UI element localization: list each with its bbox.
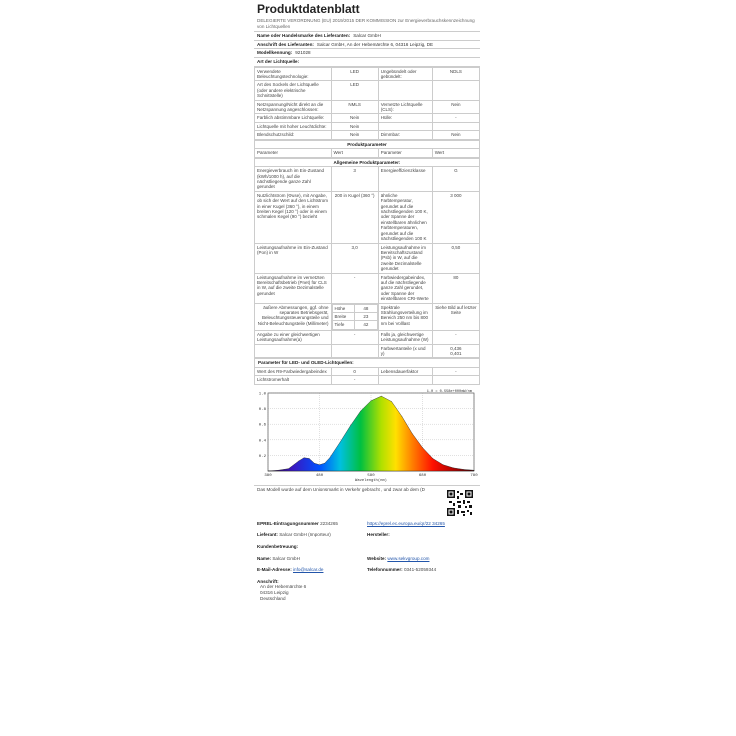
spectrum-point xyxy=(474,470,475,471)
type-label: Netzspannung/Nicht direkt an die Netzspannung angeschlossen: xyxy=(255,100,332,114)
more-value xyxy=(331,344,378,358)
spectrum-point xyxy=(402,416,403,417)
general-table xyxy=(254,166,480,358)
led-row xyxy=(255,376,480,384)
y-tick-label: 1.0 xyxy=(258,392,266,397)
more-label: Angabe zu einer gleichwertigen Leistungsaufnahme(a) xyxy=(255,330,332,344)
market-note: Das Modell wurde auf dem Unionsmarkt in Verkehr gebracht , und zwar ab dem (D xyxy=(257,486,426,492)
x-tick-label: 580 xyxy=(367,473,375,478)
page-title: Produktdatenblatt xyxy=(257,2,360,16)
more-value: - xyxy=(432,330,479,344)
spectrum-point xyxy=(371,400,372,401)
y-tick-label: 0.8 xyxy=(258,407,266,412)
led-label: Wert des R9-Farbwiedergabeindex xyxy=(255,368,332,376)
address-block xyxy=(254,578,480,602)
dimension-value: 48 xyxy=(355,304,378,312)
type-label: Vernetzte Lichtquelle (CLS): xyxy=(378,100,432,114)
type-value xyxy=(432,81,479,100)
led-value: - xyxy=(331,376,378,384)
general-label: Energieeffizienzklasse xyxy=(378,167,432,192)
address-line-1: An der Hebemärchte 6 xyxy=(260,584,307,590)
type-row xyxy=(255,81,480,100)
type-label: Art des Sockels der Lichtquelle (oder andere elektrische Schnittstelle) xyxy=(255,81,332,100)
spectrum-chart-svg xyxy=(254,387,480,483)
params-header-table xyxy=(254,148,480,157)
supplier-row xyxy=(254,531,480,539)
dimension-row xyxy=(332,312,377,320)
led-label xyxy=(378,376,432,384)
address-line-2: 04316 Leipzig xyxy=(260,589,289,595)
regulation-text: DELEGIERTE VERORDNUNG (EU) 2019/2015 DER KOMMISSION zur Energieverbrauchskennzeichnung von Lichtquellen xyxy=(257,18,475,29)
spectrum-chart xyxy=(254,387,480,483)
dimensions-table xyxy=(332,304,378,330)
col-param-header: Parameter xyxy=(255,149,332,157)
address-label: Anschrift: xyxy=(257,578,279,584)
dimension-label: Höhe xyxy=(332,304,355,312)
x-tick-label: 380 xyxy=(264,473,272,478)
params-title: Produktparameter xyxy=(254,140,480,149)
type-label xyxy=(378,81,432,100)
type-label: Farblich abstimmbare Lichtquelle: xyxy=(255,114,332,122)
general-title: Allgemeine Produktparameter: xyxy=(254,158,480,167)
general-value: 200 in Kugel (360 °) xyxy=(331,191,378,243)
more-row xyxy=(255,330,480,344)
general-label: Farbwiedergabeindex, auf die nächstliegende ganze Zahl gerundet, oder Spanne der einstellbaren CRI-Werte xyxy=(378,273,432,303)
general-value: 3 000 xyxy=(432,191,479,243)
customer-service-row xyxy=(254,543,480,551)
supplier-brand-row xyxy=(254,31,480,40)
contact-email-row xyxy=(254,566,480,574)
customer-label: Kundenbetreuung: xyxy=(257,544,299,549)
general-row xyxy=(255,243,480,273)
dimension-label: Tiefe xyxy=(332,321,355,329)
general-label: Leistungsaufnahme im Bereitschaftszustand (Psb) in W, auf die zweite Dezimalstelle gerundet xyxy=(378,243,432,273)
col-value-header: Wert xyxy=(331,149,378,157)
y-tick-label: 0.6 xyxy=(258,423,266,428)
address-line-3: Deutschland xyxy=(260,595,286,601)
spectrum-point xyxy=(463,469,464,470)
supplier-brand-label: Name oder Handelsmarke des Lieferanten: xyxy=(257,33,351,39)
name-label: Name: xyxy=(257,555,272,561)
spectrum-point xyxy=(360,411,361,412)
led-table xyxy=(254,367,480,385)
type-value: Nein xyxy=(331,114,378,122)
type-value: Nein xyxy=(432,131,479,139)
qr-code-icon xyxy=(446,489,474,517)
phone-value: 0341-52059344 xyxy=(403,567,437,573)
spectrum-point xyxy=(433,458,434,459)
dimension-label: Breite xyxy=(332,312,355,320)
led-value: 0 xyxy=(331,368,378,376)
spectrum-point xyxy=(443,464,444,465)
spectrum-point xyxy=(330,457,331,458)
general-value: 3,0 xyxy=(331,243,378,273)
manufacturer-label: Hersteller: xyxy=(367,532,390,538)
product-data-sheet xyxy=(254,0,480,736)
eprel-link[interactable]: https://eprel.ec.europa.eu/qr/22 34265 xyxy=(367,520,445,526)
dimensions-row xyxy=(255,303,480,330)
dimensions-label: äußere Abmessungen, ggf. ohne separates Betriebsgerät, Beleuchtungssteuerungsteile und Nicht-Beleuchtungsteile (Millimeter) xyxy=(255,303,332,330)
more-value: - xyxy=(331,330,378,344)
type-heading xyxy=(254,57,480,67)
general-value: G xyxy=(432,167,479,192)
spectrum-point xyxy=(268,471,269,472)
general-row xyxy=(255,191,480,243)
x-tick-label: 680 xyxy=(418,473,427,478)
supplier-label: Lieferant: xyxy=(257,532,278,538)
supplier-brand-value: Salcar GmbH xyxy=(353,33,381,39)
model-value: 921028 xyxy=(295,50,311,56)
spectrum-point xyxy=(299,460,300,461)
spectrum-point xyxy=(278,470,279,471)
type-label: Ungebündelt oder gebündelt: xyxy=(378,67,432,81)
spectrum-point xyxy=(309,458,310,459)
website-label: Website: xyxy=(367,555,387,561)
general-value: 3 xyxy=(331,167,378,192)
type-label: Hülle: xyxy=(378,114,432,122)
x-axis-label: Wavelength(nm) xyxy=(355,478,387,483)
contact-name-row xyxy=(254,555,480,563)
type-row xyxy=(255,67,480,81)
type-label: Art der Lichtquelle: xyxy=(257,58,300,64)
type-row xyxy=(255,122,480,130)
name-value: Salcar GmbH xyxy=(272,555,300,561)
type-label: Blendschutzschild: xyxy=(255,131,332,139)
general-row xyxy=(255,273,480,303)
x-tick-label: 780 xyxy=(470,473,478,478)
led-label: Lichtstromerhalt xyxy=(255,376,332,384)
general-row xyxy=(255,167,480,192)
type-label: Dimmbar: xyxy=(378,131,432,139)
eprel-number: 2234265 xyxy=(320,520,338,526)
eprel-label: EPREL-Eintragungsnummer xyxy=(257,520,319,526)
spectrum-point xyxy=(422,447,423,448)
spectrum-point xyxy=(350,425,351,426)
y-tick-label: 0.2 xyxy=(258,454,266,459)
type-value: NMLS xyxy=(331,100,378,114)
type-value: Nein xyxy=(331,131,378,139)
model-label: Modellkennung: xyxy=(257,50,293,56)
type-value: - xyxy=(432,114,479,122)
type-value: LED xyxy=(331,81,378,100)
spectrum-point xyxy=(453,467,454,468)
type-label: Lichtquelle mit hoher Leuchtdichte: xyxy=(255,122,332,130)
col-param-header-2: Parameter xyxy=(378,149,432,157)
general-label: Energieverbrauch im Ein-Zustand (kWh/1000 h), auf die nächstliegende ganze Zahl gerundet xyxy=(255,167,332,192)
general-label: Leistungsaufnahme im Ein-Zustand (Pon) in W xyxy=(255,243,332,273)
type-row xyxy=(255,100,480,114)
col-value-header-2: Wert xyxy=(432,149,479,157)
type-value: NDLS xyxy=(432,67,479,81)
dimension-row xyxy=(332,304,377,312)
supplier-address-value: Salcar GmbH, An der Hebemärchte 6, 04316 Leipzig, DE xyxy=(316,41,434,47)
general-value: 80 xyxy=(432,273,479,303)
general-label: ähnliche Farbtemperatur, gerundet auf die nächstliegenden 100 K, oder Spanne der einstellbaren ähnlichen Farbtemperaturen, gerundet auf die nächstliegenden 100 K xyxy=(378,191,432,243)
spectrum-point xyxy=(319,464,320,465)
spectrum-point xyxy=(304,457,305,458)
led-value xyxy=(432,376,479,384)
led-value: - xyxy=(432,368,479,376)
supplier-value: Salcar GmbH (Importeur) xyxy=(279,532,331,538)
y-tick-label: 0.4 xyxy=(258,439,266,444)
spectrum-point xyxy=(340,442,341,443)
supplier-address-label: Anschrift des Lieferanten: xyxy=(257,41,314,47)
type-table xyxy=(254,67,480,140)
led-title: Parameter für LED- und OLED-Lichtquellen: xyxy=(254,358,480,367)
dimension-value: 23 xyxy=(355,312,378,320)
spectrum-label: Spektrale Strahlungsverteilung im Bereich 250 nm bis 800 nm bei Volllast xyxy=(378,303,432,330)
led-label: Lebensdauerfaktor xyxy=(378,368,432,376)
more-label: Farbwertanteile (x und y) xyxy=(378,344,432,358)
spectrum-point xyxy=(381,396,382,397)
more-label: Falls ja, gleichwertige Leistungsaufnahme (W) xyxy=(378,330,432,344)
spectrum-point xyxy=(324,463,325,464)
general-value: - xyxy=(331,273,378,303)
spectrum-point xyxy=(391,401,392,402)
spectrum-point xyxy=(314,463,315,464)
dimensions-cell xyxy=(331,303,378,330)
dimension-row xyxy=(332,321,377,329)
email-link[interactable]: info@salcar.de xyxy=(293,567,324,573)
type-value: LED xyxy=(331,67,378,81)
type-row xyxy=(255,114,480,122)
more-label xyxy=(255,344,332,358)
chart-legend: 1.0 = 0.558e+000mW/nm xyxy=(426,389,472,394)
x-tick-label: 480 xyxy=(315,473,324,478)
more-value: 0,436 0,401 xyxy=(432,344,479,358)
supplier-address-row xyxy=(254,40,480,49)
general-value: 0,50 xyxy=(432,243,479,273)
general-label: Nutzlichtstrom (Φuse), mit Angabe, ob sich der Wert auf den Lichtstrom in einer Kugel (360 °), in einem breiten Kegel (120 °) oder in einem schmalen Kegel (90 °) bezieht xyxy=(255,191,332,243)
type-label: Verwendete Beleuchtungstechnologie: xyxy=(255,67,332,81)
type-value: Nein xyxy=(331,122,378,130)
led-row xyxy=(255,368,480,376)
model-row xyxy=(254,48,480,57)
dimension-value: 42 xyxy=(355,321,378,329)
spectrum-point xyxy=(412,433,413,434)
type-row xyxy=(255,131,480,139)
general-label: Leistungsaufnahme im vernetzten Bereitschaftsbetrieb (Pnet) für CLS in W, auf die zweite Dezimalstelle gerundet xyxy=(255,273,332,303)
market-section xyxy=(254,485,480,518)
type-label xyxy=(378,122,432,130)
type-value xyxy=(432,122,479,130)
spectrum-point xyxy=(288,468,289,469)
more-row xyxy=(255,344,480,358)
type-value: Nein xyxy=(432,100,479,114)
eprel-row xyxy=(254,520,480,528)
phone-label: Telefonnummer: xyxy=(367,567,403,573)
website-link[interactable]: www.sekvgroup.com xyxy=(387,555,430,561)
spectrum-value: Siehe Bild auf letzter Seite xyxy=(432,303,479,330)
email-label: E-Mail-Adresse: xyxy=(257,567,292,573)
